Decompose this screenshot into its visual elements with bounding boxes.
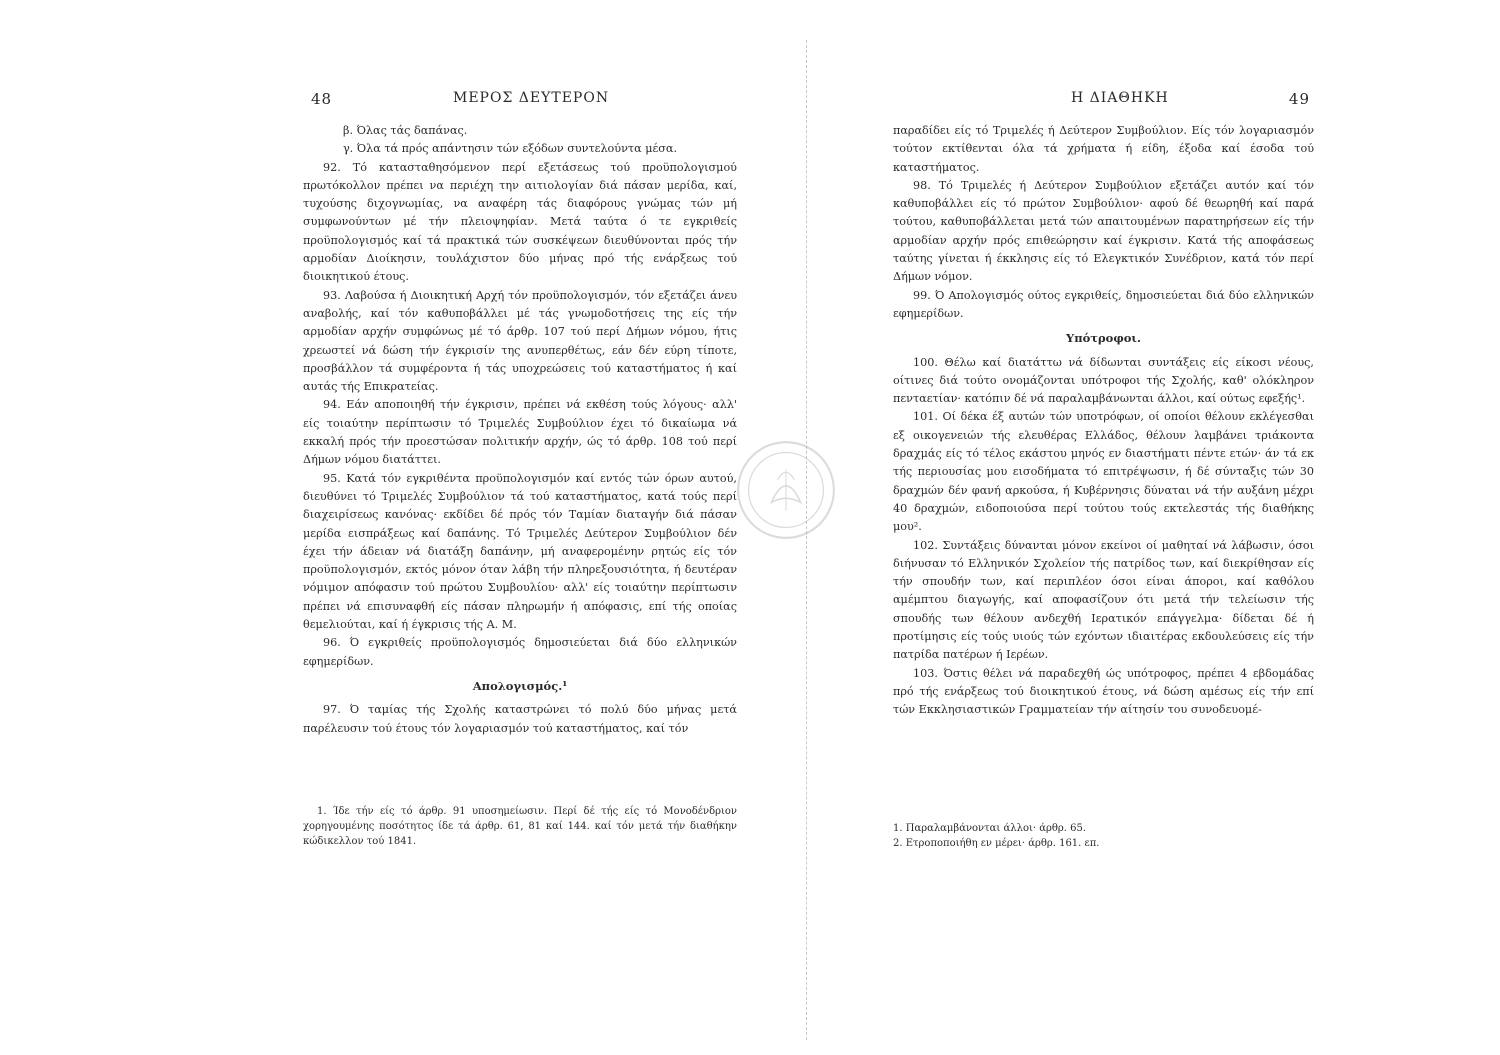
right-page (893, 0, 1314, 1055)
left-running-head (303, 90, 737, 110)
paragraph-103: 103. Όστις θέλει νά παραδεχθή ώς υπότροφος, πρέπει 4 εβδομάδας πρό τής ενάρξεως τού διοικητικού έτους, νά δώση αμέσως είς τήν επί τών Εκκλησιαστικών Γραμματείαν τήν αίτησίν του συνοδευομέ- (893, 666, 1314, 717)
paragraph-95: 95. Κατά τόν εγκριθέντα προϋπολογισμόν καί εντός τών όρων αυτού, διευθύνει τό Τριμελές Συμβούλιον τά τού καταστήματος, κατά τούς περί διαχειρίσεως κανόνας· εκδίδει δέ πρός τόν Ταμίαν διαταγήν διά πάσαν μερίδα εισπράξεως καί δαπάνης. Τό Τριμελές Δεύτερον Συμβούλιον δέν έχει τήν άδειαν νά διατάξη δαπάνην, μή αναφερομένην ρητώς είς τόν προϋπολογισμόν, εκτός μόνον όταν λάβη τήν πληρεξουσιότητα, ή δευτέραν νόμιμον απόφασιν τού πρώτου Συμβουλίου· αλλ' είς τοιαύτην περίπτωσιν πρέπει νά επισυναφθή είς πάσαν πληρωμήν ή απόφασις, επί τής οποίας θεμελιούται, καί ή έγκρισις τής Α. Μ. (303, 471, 737, 632)
right-page-body (893, 122, 1314, 720)
footnote: 2. Ετροποποιήθη εν μέρει· άρθρ. 161. επ. (893, 838, 1100, 849)
left-page-number: 48 (311, 90, 333, 108)
paragraph-100: 100. Θέλω καί διατάττω νά δίδωνται συντάξεις είς είκοσι νέους, οίτινες διά τούτο ονομάζονται υπότροφοι τής Σχολής, καθ' ολόκληρον πενταετίαν· κατόπιν δέ νά παραλαμβάνωνται άλλοι, καί ούτως εφεξής¹. (893, 355, 1314, 406)
paragraph-97: 97. Ό ταμίας τής Σχολής καταστρώνει τό πολύ δύο μήνας μετά παρέλευσιν τού έτους τόν λογαριασμόν τού καταστήματος, καί τόν (303, 703, 737, 735)
paragraph-93: 93. Λαβούσα ή Διοικητική Αρχή τόν προϋπολογισμόν, τόν εξετάζει άνευ αναβολής, καί τόν καθυποβάλλει μέ τάς γνωμοδοτήσεις της είς τήν αρμοδίαν αρχήν συμφώνως μέ τό άρθρ. 107 τού περί Δήμων νόμου, ήτις χρεωστεί νά δώση τήν έγκρισίν της ανυπερθέτως, εάν δέν εύρη τίποτε, προσβάλλον τά συμφέροντα ή τάς υποχρεώσεις τού καταστήματος ή καί αυτάς τής Επικρατείας. (303, 288, 737, 394)
left-page (303, 0, 737, 1055)
paragraph-94: 94. Εάν αποποιηθή τήν έγκρισιν, πρέπει νά εκθέση τούς λόγους· αλλ' είς τοιαύτην περίπτωσιν τό Τριμελές Συμβούλιον έχει τό δικαίωμα νά εκκαλή πρός τήν προεστώσαν πολιτικήν αρχήν, ώς τό άρθρ. 108 τού περί Δήμων νόμου διατάττει. (303, 398, 737, 467)
left-page-body (303, 122, 737, 738)
paragraph-101: 101. Οί δέκα έξ αυτών τών υποτρόφων, οί οποίοι θέλουν εκλέγεσθαι εξ οικογενειών τής ελευθέρας Ελλάδος, θέλουν λαμβάνει τριάκοντα δραχμάς είς τό τέλος εκάστου μηνός εν διαστήματι πέντε ετών· άν τά εκ τής περιουσίας μου εισοδήματα τό επιτρέψωσιν, ή δέ σύνταξις τών 30 δραχμών δέν φανή αρκούσα, ή Κυβέρνησις δύναται νά τήν αυξάνη μέχρι 40 δραχμών, ειδοποιούσα περί τούτου τούς εκτελεστάς τής διαθήκης μου². (893, 410, 1314, 534)
paragraph-99: 99. Ό Απολογισμός ούτος εγκριθείς, δημοσιεύεται διά δύο ελληνικών εφημερίδων. (893, 288, 1314, 320)
paragraph-98: 98. Τό Τριμελές ή Δεύτερον Συμβούλιον εξετάζει αυτόν καί τόν καθυποβάλλει είς τό πρώτον Συμβούλιον· αφού δέ θεωρηθή καί παρά τούτου, καθυποβάλλεται μετά τών απαιτουμένων παρατηρήσεων είς τήν αρμοδίαν αρχήν πρός επιθεώρησιν καί έγκρισιν. Κατά τής αποφάσεως ταύτης γίνεται ή έκκλησις είς τό Ελεγκτικόν Συνέδριον, κατά τόν περί Δήμων νόμον. (893, 178, 1314, 284)
right-running-head (893, 90, 1314, 110)
right-running-title: Η ΔΙΑΘΗΚΗ (1071, 90, 1169, 106)
paragraph-97-continued: παραδίδει είς τό Τριμελές ή Δεύτερον Συμβούλιον. Είς τόν λογαριασμόν τούτον εκτίθενται όλα τά χρήματα ή είδη, έξοδα καί έσοδα τού καταστήματος. (893, 124, 1314, 174)
section-heading-ypotrofoi: Υπότροφοι. (1066, 331, 1141, 346)
left-running-title: ΜΕΡΟΣ ΔΕΥΤΕΡΟΝ (453, 90, 610, 106)
paragraph-96: 96. Ό εγκριθείς προϋπολογισμός δημοσιεύεται διά δύο ελληνικών εφημερίδων. (303, 636, 737, 668)
left-footnotes (303, 804, 737, 849)
paragraph-92: 92. Τό κατασταθησόμενον περί εξετάσεως τού προϋπολογισμού πρωτόκολλον πρέπει να περιέχη την αιτιολογίαν διά πάσαν μερίδα, καί, τυχούσης διχογνωμίας, να αναφέρη τάς διαφόρους γνώμας τών μή συμφωνούντων μέ τήν πλειοψηφίαν. Μετά ταύτα ό τε εγκριθείς προϋπολογισμός καί τά πρακτικά τών συσκέψεων διευθύνονται πρός τήν αρμοδίαν Διοίκησιν, τουλάχιστον δύο μήνας πρό τής ενάρξεως τού διοικητικού έτους. (303, 160, 737, 284)
text-line: β. Όλας τάς δαπάνας. (343, 124, 468, 137)
right-page-number: 49 (1288, 90, 1310, 108)
right-footnotes (893, 821, 1314, 851)
section-heading-apologismos: Απολογισμός.¹ (472, 678, 568, 693)
library-seal-stamp-icon (734, 438, 838, 542)
footnote: 1. Ίδε τήν είς τό άρθρ. 91 υποσημείωσιν. Περί δέ τής είς τό Μονοδένδριον χορηγουμένης ποσότητος ίδε τά άρθρ. 61, 81 καί 144. καί τόν μετά τήν διαθήκην κώδικελλον τού 1841. (303, 806, 737, 847)
paragraph-102: 102. Συντάξεις δύνανται μόνον εκείνοι οί μαθηταί νά λάβωσιν, όσοι διήνυσαν τό Ελληνικόν Σχολείον τής πατρίδος των, καί διεκρίθησαν είς τήν σπουδήν των, καί περιπλέον όσοι είναι άποροι, καί καθόλου αμέμπτου διαγωγής, καί αποφασίζουν ότι μετά τήν τελείωσιν τής σπουδής των θέλουν ανδεχθή Ιερατικόν επάγγελμα· δίδεται δέ ή προτίμησις είς τούς υιούς τών εχόντων ιδιαιτέρας εκδουλεύσεις είς τήν πατρίδα πατέρων ή Ιερέων. (893, 538, 1314, 662)
text-line: γ. Όλα τά πρός απάντησιν τών εξόδων συντελούντα μέσα. (343, 142, 678, 156)
footnote: 1. Παραλαμβάνονται άλλοι· άρθρ. 65. (893, 823, 1087, 834)
